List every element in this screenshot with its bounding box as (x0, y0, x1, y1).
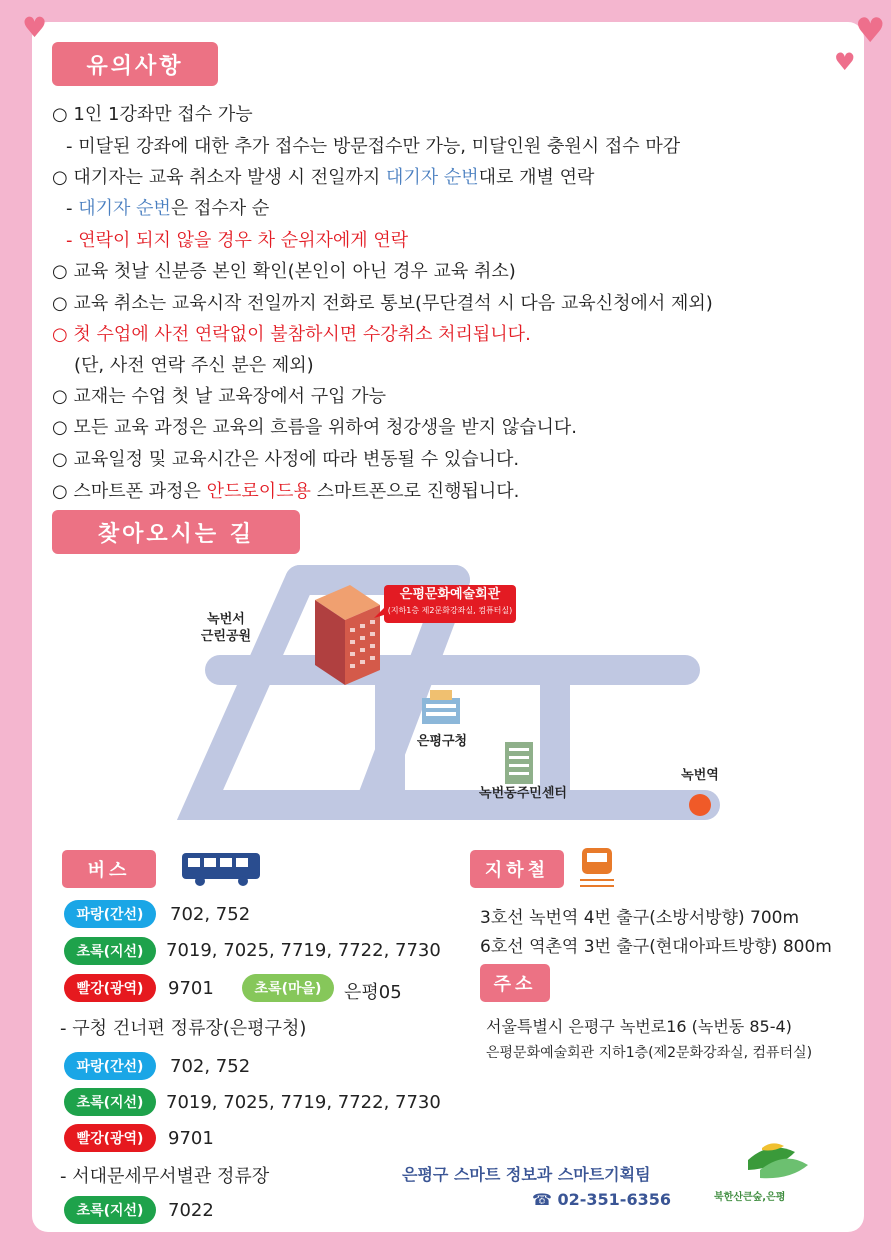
park-label: 녹번서 근린공원 (200, 612, 252, 644)
station-marker (689, 794, 711, 816)
notice-text: 은 접수자 순 (170, 198, 270, 219)
notice-text: ○ 대기자는 교육 취소자 발생 시 전일까지 (52, 167, 386, 188)
bus-stop-name: - 서대문세무서별관 정류장 (60, 1166, 270, 1187)
notice-line: ○ 모든 교육 과정은 교육의 흐름을 위하여 청강생을 받지 않습니다. (52, 417, 578, 438)
bus-route-numbers: 7022 (168, 1200, 214, 1221)
district-office-icon (422, 690, 460, 724)
notice-line: ○ 1인 1강좌만 접수 가능 (52, 104, 253, 125)
bus-route-numbers: 7019, 7025, 7719, 7722, 7730 (166, 940, 441, 961)
arts-center-label: 은평문화예술회관 (399, 587, 501, 602)
arts-center-building-icon (315, 585, 380, 685)
notice-line: ○ 교육 취소는 교육시작 전일까지 전화로 통보(무단결석 시 다음 교육신청에서 제외) (52, 293, 713, 314)
heart-icon: ♥ (834, 48, 856, 76)
notice-highlight: 대기자 순번 (385, 167, 479, 188)
subway-heading: 지하철 (470, 850, 564, 888)
bus-route-numbers: 702, 752 (170, 1056, 251, 1077)
notice-text: ○ 스마트폰 과정은 (52, 481, 207, 502)
address-line: 은평문화예술회관 지하1층(제2문화강좌실, 컴퓨터실) (486, 1045, 813, 1061)
arts-center-callout (384, 585, 516, 623)
community-center-icon (505, 742, 533, 784)
logo-text: 북한산큰숲,은평 (714, 1192, 786, 1203)
eunpyeong-logo-icon (748, 1143, 808, 1178)
team-name: 은평구 스마트 정보과 스마트기획팀 (402, 1165, 651, 1184)
notice-line: - 미달된 강좌에 대한 추가 접수는 방문접수만 가능, 미달인원 충원시 접수 마감 (66, 136, 681, 157)
bus-tag-blue: 파랑(간선) (64, 1052, 156, 1080)
notice-line: ○ 교재는 수업 첫 날 교육장에서 구입 가능 (52, 386, 386, 407)
bus-tag-green: 초록(지선) (64, 937, 156, 965)
bus-route-numbers: 9701 (168, 978, 214, 999)
community-center-label: 녹번동주민센터 (479, 786, 567, 801)
directions-heading: 찾아오시는 길 (52, 510, 300, 554)
notice-text: 대로 개별 연락 (478, 167, 595, 188)
bus-tag-red: 빨강(광역) (64, 1124, 156, 1152)
subway-route: 6호선 역촌역 3번 출구(현대아파트방향) 800m (480, 937, 832, 957)
station-label: 녹번역 (681, 768, 719, 783)
bus-route-numbers: 702, 752 (170, 904, 251, 925)
bus-heading: 버스 (62, 850, 156, 888)
bus-route-numbers: 9701 (168, 1128, 214, 1149)
notice-highlight: 안드로이드용 (206, 481, 311, 502)
subway-route: 3호선 녹번역 4번 출구(소방서방향) 700m (480, 908, 800, 928)
bus-tag-green: 초록(지선) (64, 1088, 156, 1116)
bus-tag-blue: 파랑(간선) (64, 900, 156, 928)
notice-line: ○ 교육일정 및 교육시간은 사정에 따라 변동될 수 있습니다. (52, 449, 520, 470)
address-line: 서울특별시 은평구 녹번로16 (녹번동 85-4) (486, 1017, 792, 1036)
bus-route-numbers: 7019, 7025, 7719, 7722, 7730 (166, 1092, 441, 1113)
address-heading: 주소 (480, 964, 550, 1002)
phone-number: ☎ 02-351-6356 (532, 1190, 671, 1209)
arts-center-sublabel: (지하1층 제2문화강좌실, 컴퓨터실) (387, 606, 513, 615)
bus-tag-village: 초록(마을) (242, 974, 334, 1002)
notice-line: ○ 첫 수업에 사전 연락없이 불참하시면 수강취소 처리됩니다. (52, 324, 531, 345)
notice-line: ○ 교육 첫날 신분증 본인 확인(본인이 아닌 경우 교육 취소) (52, 261, 516, 282)
district-office-label: 은평구청 (416, 734, 468, 749)
train-icon (580, 848, 614, 886)
bus-stop-name: - 구청 건너편 정류장(은평구청) (60, 1018, 307, 1039)
bus-route-numbers: 은평05 (344, 982, 402, 1003)
notice-highlight: 대기자 순번 (78, 198, 171, 219)
bus-tag-green: 초록(지선) (64, 1196, 156, 1224)
notice-line: - 연락이 되지 않을 경우 차 순위자에게 연락 (66, 230, 409, 251)
notice-heading: 유의사항 (52, 42, 218, 86)
bus-tag-red: 빨강(광역) (64, 974, 156, 1002)
bus-icon (182, 853, 260, 886)
notice-text: 스마트폰으로 진행됩니다. (310, 481, 520, 502)
heart-icon: ♥ (22, 11, 48, 44)
notice-line: (단, 사전 연락 주신 분은 제외) (74, 355, 314, 376)
notice-text: - (66, 198, 79, 219)
heart-icon: ♥ (855, 11, 886, 51)
